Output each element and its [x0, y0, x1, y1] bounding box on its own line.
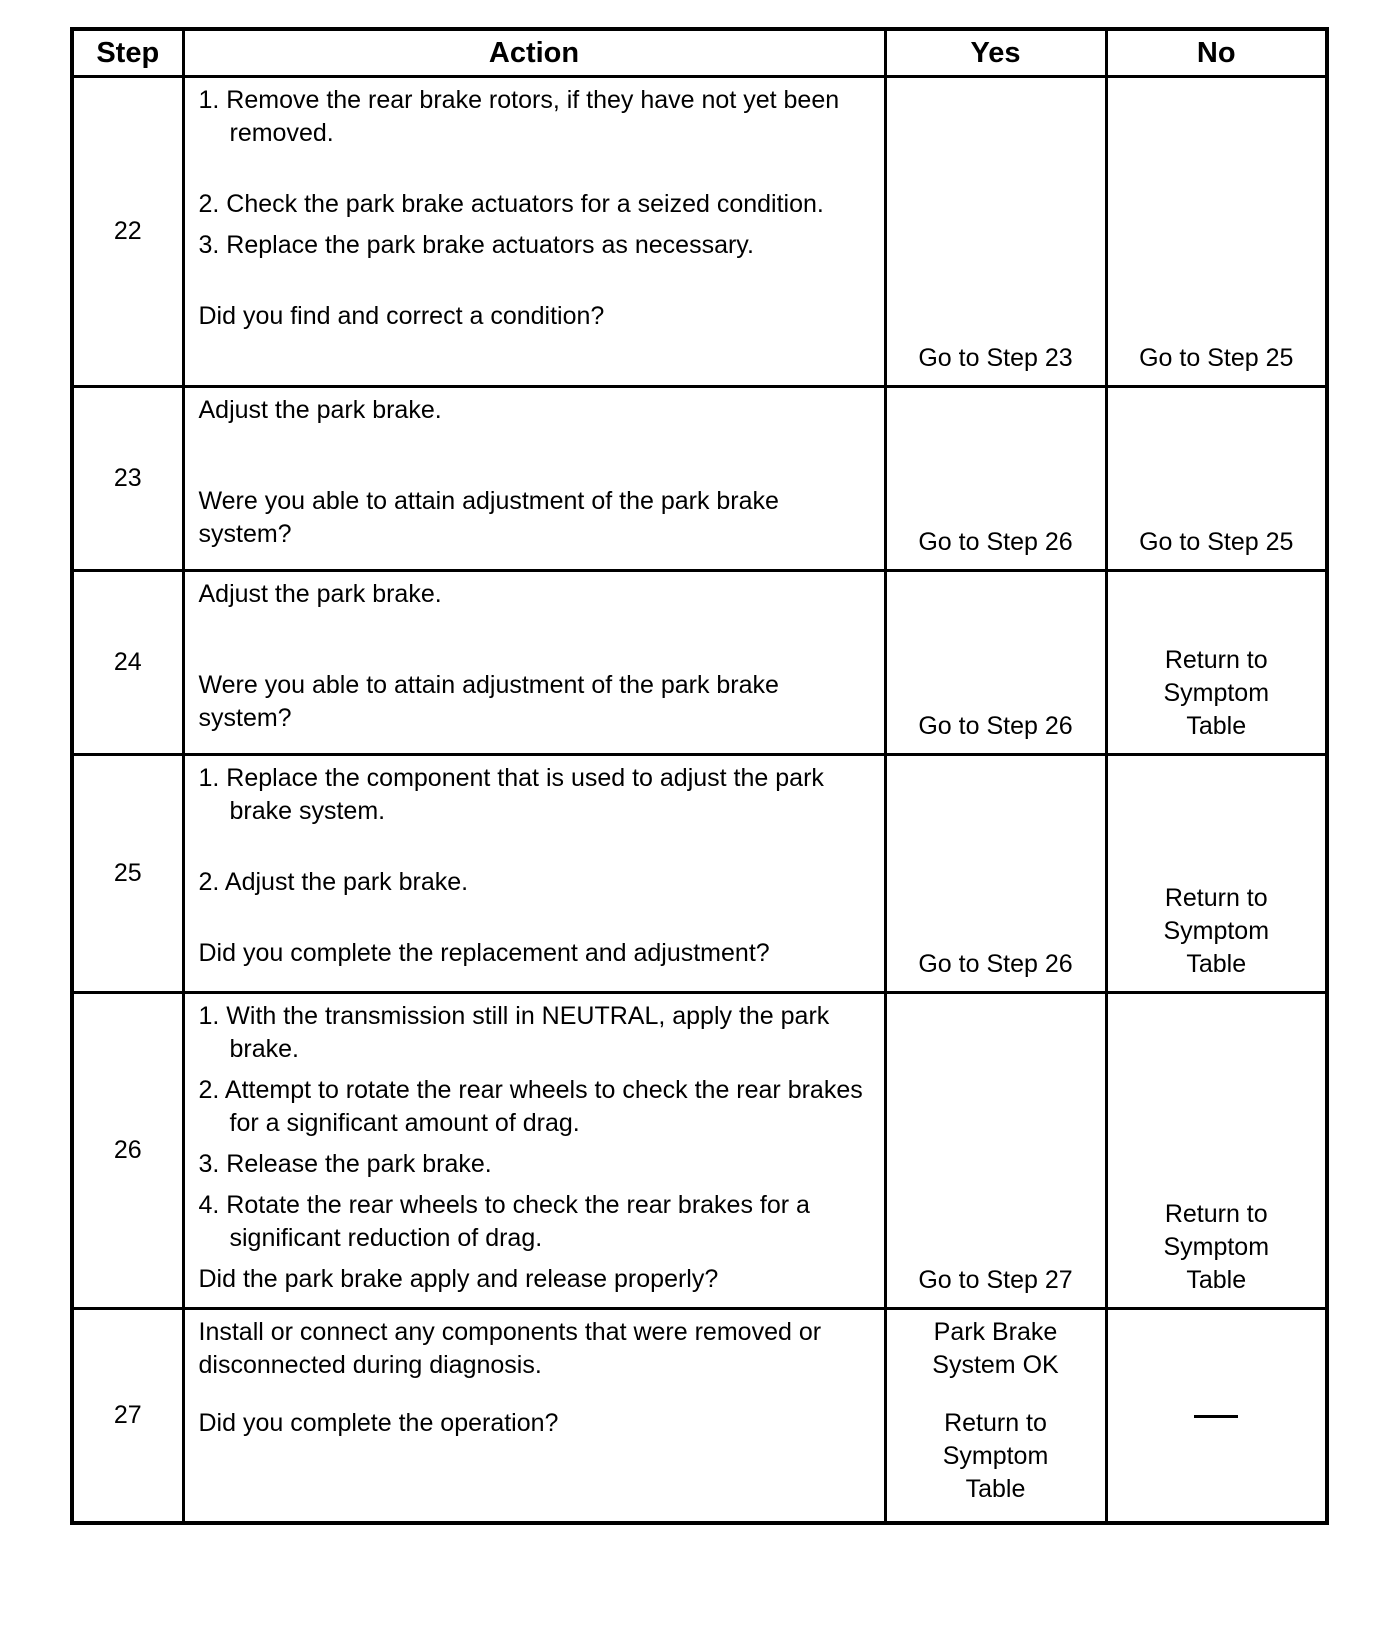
action-cell [183, 755, 885, 993]
action-item: 2. Adjust the park brake. [198, 868, 469, 896]
action-item: 2. Check the park brake actuators for a seized condition. [198, 190, 824, 218]
action-item: 1. With the transmission still in NEUTRAL, apply the park brake. [198, 1002, 830, 1063]
table-row [72, 755, 1327, 993]
step-number: 27 [72, 1309, 183, 1523]
action-item: 3. Release the park brake. [198, 1150, 492, 1178]
table-row [72, 571, 1327, 755]
yes-cell [885, 1309, 1106, 1523]
no-cell-text: Return to Symptom Table [1163, 884, 1270, 978]
step-number: 22 [72, 77, 183, 387]
action-cell [183, 77, 885, 387]
no-cell-text: Return to Symptom Table [1163, 1200, 1270, 1294]
yes-cell: Go to Step 26 [885, 387, 1106, 571]
no-cell: Go to Step 25 [1106, 77, 1327, 387]
action-question: Did you find and correct a condition? [198, 302, 605, 330]
action-intro: Adjust the park brake. [198, 580, 442, 608]
action-cell [183, 993, 885, 1309]
yes-cell: Go to Step 26 [885, 571, 1106, 755]
action-item: 1. Remove the rear brake rotors, if they have not yet been removed. [198, 86, 840, 147]
action-intro: Adjust the park brake. [198, 396, 442, 424]
no-cell [1106, 993, 1327, 1309]
header-row [72, 29, 1327, 77]
step-number: 26 [72, 993, 183, 1309]
no-cell-text: Return to Symptom Table [1163, 646, 1270, 740]
yes-cell-text: Return to Symptom Table [942, 1409, 1049, 1503]
action-question: Were you able to attain adjustment of the park brake system? [198, 671, 779, 732]
action-item: 1. Replace the component that is used to adjust the park brake system. [198, 764, 824, 825]
no-cell [1106, 755, 1327, 993]
yes-cell: Go to Step 23 [885, 77, 1106, 387]
action-item: 3. Replace the park brake actuators as necessary. [198, 231, 754, 259]
action-intro: Install or connect any components that were removed or disconnected during diagnosis. [198, 1318, 822, 1379]
table-row [72, 77, 1327, 387]
action-question: Did the park brake apply and release properly? [198, 1265, 719, 1293]
action-question: Were you able to attain adjustment of the park brake system? [198, 487, 779, 548]
action-cell [183, 571, 885, 755]
step-number: 25 [72, 755, 183, 993]
action-cell [183, 1309, 885, 1523]
action-question: Did you complete the operation? [198, 1409, 559, 1437]
header-step: Step [72, 29, 183, 77]
action-item: 2. Attempt to rotate the rear wheels to check the rear brakes for a significant amount of drag. [198, 1076, 863, 1137]
no-cell [1106, 1309, 1327, 1523]
step-number: 24 [72, 571, 183, 755]
table-row [72, 387, 1327, 571]
no-cell: Go to Step 25 [1106, 387, 1327, 571]
yes-cell-text: Park Brake System OK [932, 1318, 1059, 1379]
step-number: 23 [72, 387, 183, 571]
action-cell [183, 387, 885, 571]
yes-cell: Go to Step 27 [885, 993, 1106, 1309]
header-yes: Yes [885, 29, 1106, 77]
header-no: No [1106, 29, 1327, 77]
table-row [72, 993, 1327, 1309]
table-row [72, 1309, 1327, 1523]
header-action: Action [183, 29, 885, 77]
no-cell [1106, 571, 1327, 755]
action-question: Did you complete the replacement and adjustment? [198, 939, 770, 967]
yes-cell: Go to Step 26 [885, 755, 1106, 993]
diagnostic-table [70, 27, 1329, 1525]
dash-placeholder [1194, 1415, 1238, 1418]
action-item: 4. Rotate the rear wheels to check the rear brakes for a significant reduction of drag. [198, 1191, 810, 1252]
